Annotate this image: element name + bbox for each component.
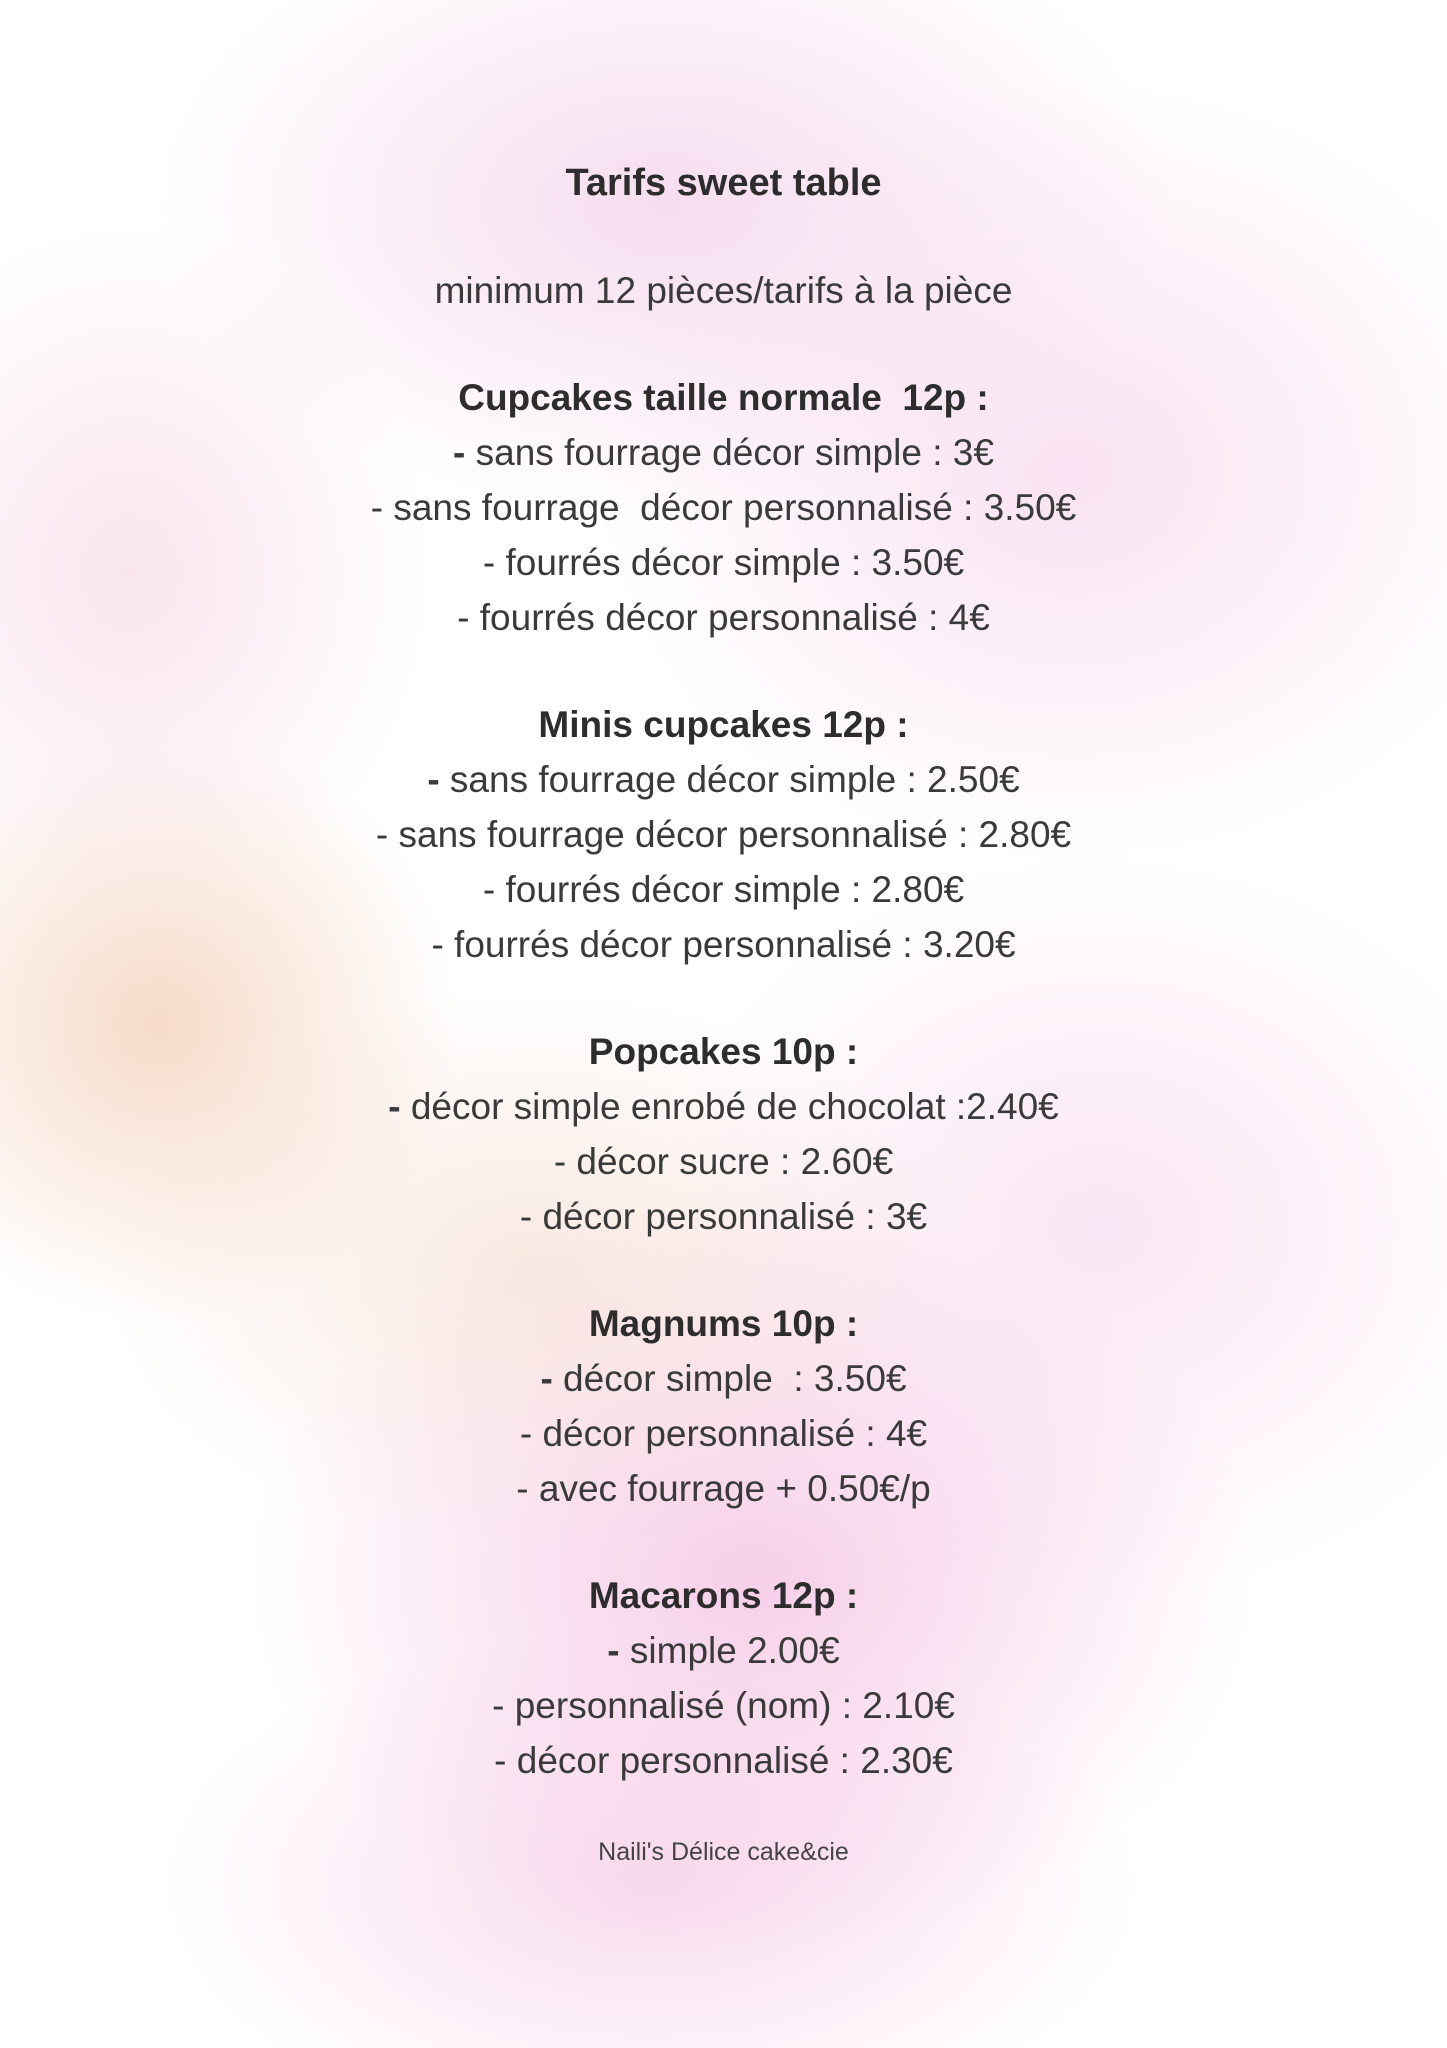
menu-item-line [0, 917, 1447, 972]
section-heading: Magnums 10p : [588, 1303, 859, 1344]
menu-item-line [0, 1079, 1447, 1134]
item-text: sans fourrage décor personnalisé : 3.50€ [383, 487, 1077, 528]
item-dash: - [540, 1358, 553, 1399]
item-dash: - [388, 1086, 401, 1127]
item-dash: - [492, 1685, 505, 1726]
section-popcakes [0, 1024, 1447, 1244]
item-text: simple 2.00€ [619, 1630, 840, 1671]
item-text: fourrés décor simple : 2.80€ [495, 869, 965, 910]
item-text: fourrés décor personnalisé : 3.20€ [443, 924, 1016, 965]
item-text: fourrés décor personnalisé : 4€ [469, 597, 990, 638]
menu-item-line [0, 862, 1447, 917]
item-dash: - [375, 814, 389, 855]
menu-item-line [0, 1623, 1447, 1678]
item-dash: - [482, 542, 496, 583]
item-dash: - [427, 759, 440, 800]
item-text: décor sucre : 2.60€ [566, 1141, 894, 1182]
item-dash: - [482, 869, 496, 910]
brand-footer: Naili's Délice cake&cie [598, 1838, 849, 1866]
section-macarons [0, 1568, 1447, 1788]
item-text: personnalisé (nom) : 2.10€ [504, 1685, 955, 1726]
menu-item-line [0, 752, 1447, 807]
item-dash: - [370, 487, 384, 528]
menu-item-line [0, 1733, 1447, 1788]
menu-item-line [0, 535, 1447, 590]
section-cupcakes-normale [0, 370, 1447, 645]
item-text: décor personnalisé : 2.30€ [506, 1740, 953, 1781]
item-dash: - [516, 1468, 529, 1509]
menu-item-line [0, 1461, 1447, 1516]
page-title: Tarifs sweet table [565, 162, 882, 204]
item-text: sans fourrage décor personnalisé : 2.80€ [388, 814, 1072, 855]
page-subtitle: minimum 12 pièces/tarifs à la pièce [434, 270, 1013, 311]
item-text: décor personnalisé : 4€ [532, 1413, 928, 1454]
menu-item-line [0, 480, 1447, 535]
section-heading: Cupcakes taille normale 12p : [458, 377, 989, 418]
item-dash: - [519, 1196, 533, 1237]
section-heading: Macarons 12p : [588, 1575, 859, 1616]
menu-item-line [0, 425, 1447, 480]
section-magnums [0, 1296, 1447, 1516]
menu-item-line [0, 1189, 1447, 1244]
menu-item-line [0, 1406, 1447, 1461]
section-heading: Popcakes 10p : [588, 1031, 859, 1072]
menu-item-line [0, 807, 1447, 862]
item-dash: - [494, 1740, 507, 1781]
section-heading: Minis cupcakes 12p : [538, 704, 909, 745]
item-text: fourrés décor simple : 3.50€ [495, 542, 965, 583]
item-text: sans fourrage décor simple : 3€ [465, 432, 994, 473]
menu-item-line [0, 1134, 1447, 1189]
item-dash: - [453, 432, 466, 473]
section-minis-cupcakes [0, 697, 1447, 972]
item-dash: - [519, 1413, 533, 1454]
menu-item-line [0, 1351, 1447, 1406]
item-dash: - [457, 597, 470, 638]
item-text: avec fourrage + 0.50€/p [528, 1468, 931, 1509]
menu-item-line [0, 1678, 1447, 1733]
item-text: décor simple enrobé de chocolat :2.40€ [400, 1086, 1059, 1127]
menu-item-line [0, 590, 1447, 645]
item-dash: - [431, 924, 444, 965]
item-text: décor personnalisé : 3€ [532, 1196, 928, 1237]
item-dash: - [553, 1141, 567, 1182]
item-text: sans fourrage décor simple : 2.50€ [439, 759, 1020, 800]
item-dash: - [607, 1630, 620, 1671]
item-text: décor simple : 3.50€ [552, 1358, 907, 1399]
